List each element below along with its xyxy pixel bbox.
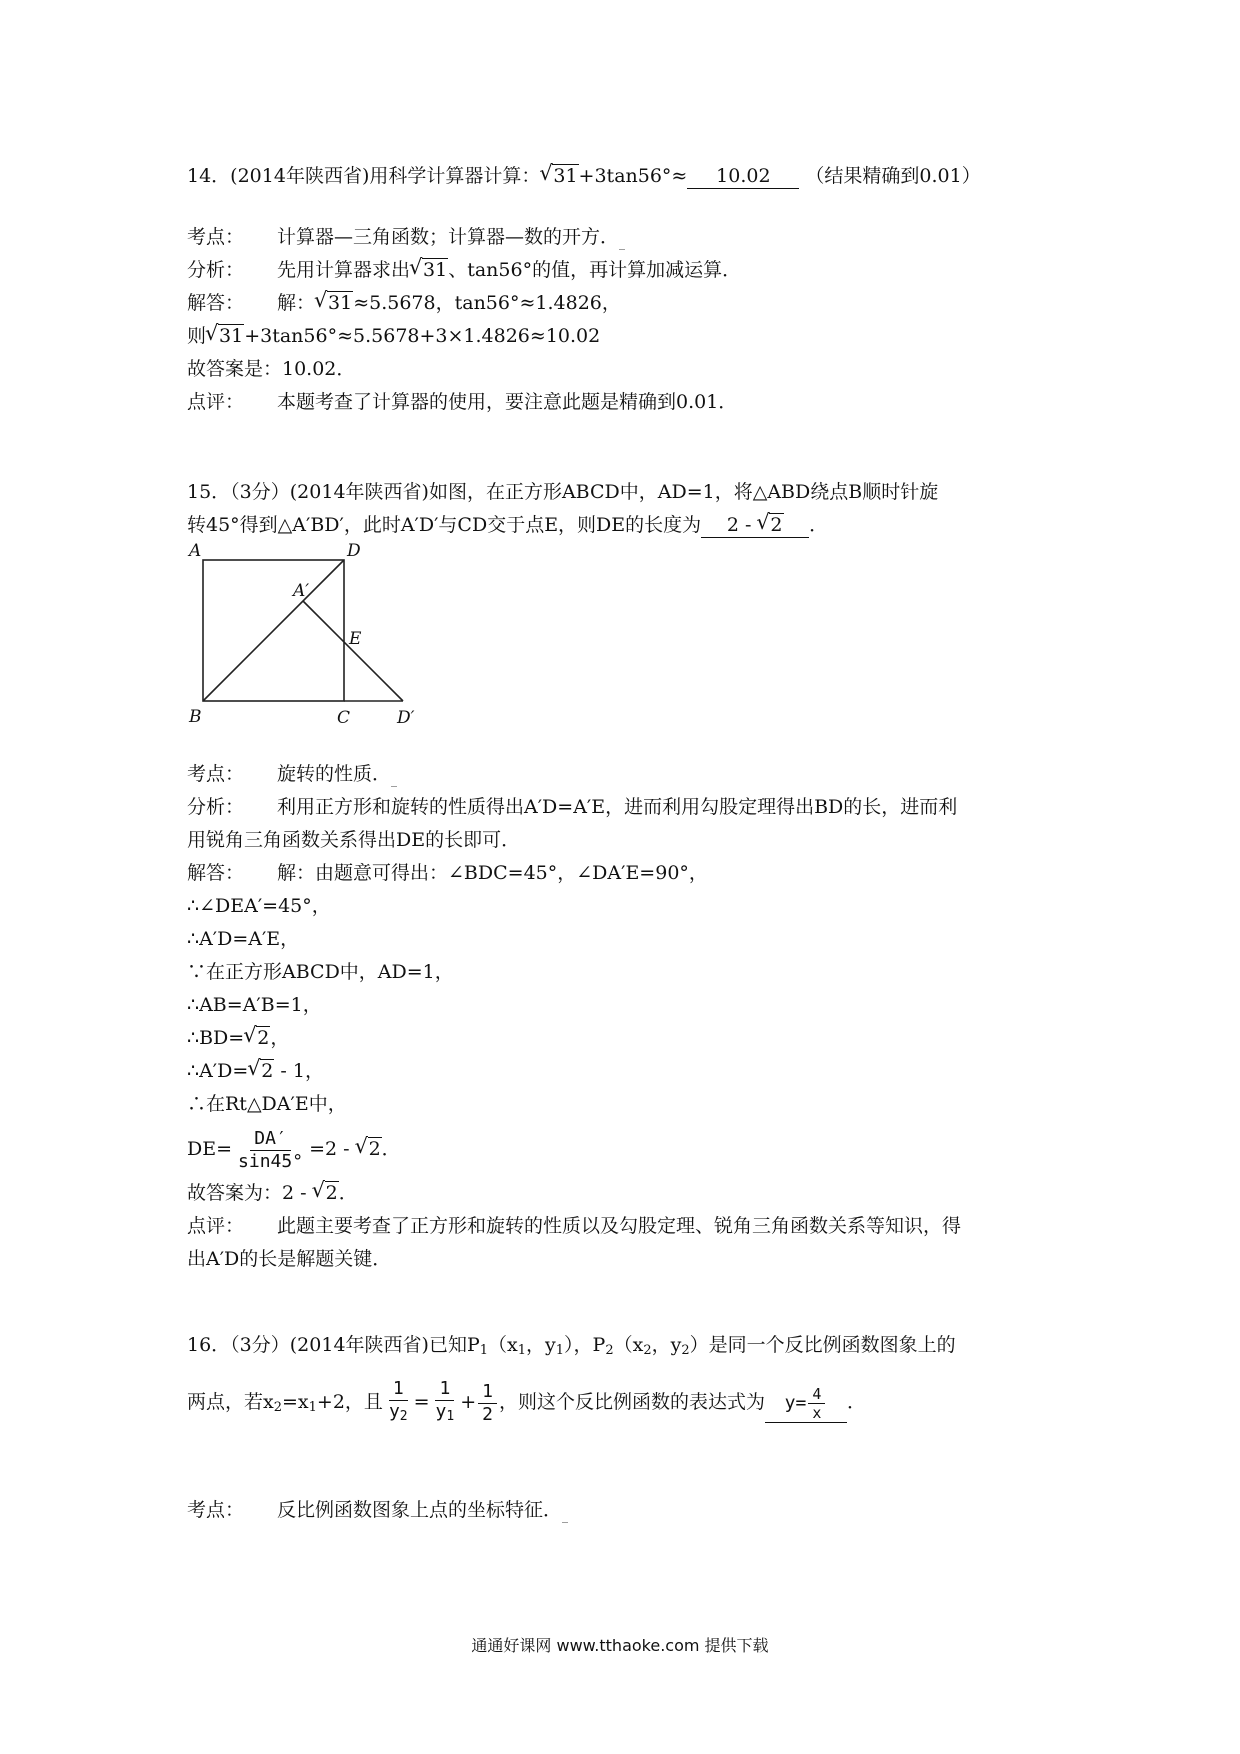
fraction-1-over-y2: $\frac{1}{y_2}$	[388, 1378, 408, 1424]
fraction-1-over-2: $\frac{1}{2}$	[478, 1381, 497, 1426]
fraction-4-over-x: $\frac{4}{x}$	[808, 1385, 825, 1422]
answer-blank: y= $\frac{4}{x}$	[765, 1385, 847, 1423]
answer-blank: 10.02	[687, 164, 799, 189]
q15-stem-line1: 15．（3分）(2014年陕西省)如图，在正方形ABCD中，AD=1，将△ABD绕点B顺时针旋	[187, 481, 939, 503]
q15-step-5: ∴BD=√ 2，	[187, 1022, 1067, 1055]
label-a: A	[189, 541, 202, 561]
rotation-figure	[187, 540, 447, 740]
q15-step-4: ∴AB=A′B=1，	[187, 994, 322, 1016]
q14-dianping: 点评： 本题考查了计算器的使用，要注意此题是精确到0.01．	[187, 391, 738, 413]
question-15	[187, 476, 1067, 542]
label-d: D	[347, 541, 361, 561]
label-b: B	[189, 707, 202, 727]
question-16	[187, 1329, 1067, 1438]
label-c: C	[337, 708, 351, 728]
q15-fenxi-2: 用锐角三角函数关系得出DE的长即可．	[187, 829, 521, 851]
q14-answer: 故答案是：10.02．	[187, 358, 356, 380]
label-a-prime: A′	[293, 581, 310, 601]
q16-stem-line1: 16．（3分）(2014年陕西省)已知$P_1(x_1$，$y_1$），$P_2(x_2$，$y_2$）是同一个反比例函数图象上的	[187, 1334, 956, 1358]
q15-fenxi-1: 分析： 利用正方形和旋转的性质得出A′D=A′E，进而利用勾股定理得出BD的长，进而利	[187, 796, 958, 818]
diagonal-bd	[203, 560, 344, 701]
q15-de-formula: DE= $\frac{DA'}{\sin 45^\circ}$ =2 - √ 2．	[187, 1121, 1067, 1177]
answer-blank: 2 - √ 2	[701, 513, 809, 538]
q14-calc: 则√ 31+3tan56°≈5.5678+3×1.4826≈10.02	[187, 320, 1067, 353]
q14-solution	[187, 221, 1067, 419]
page-footer: 通通好课网 www.tthaoke.com 提供下载	[471, 1636, 769, 1655]
q15-step-7: ∴在Rt△DA′E中，	[187, 1093, 347, 1115]
q16-solution	[187, 1494, 1067, 1527]
fraction-da-sin45: $\frac{DA'}{\sin 45^\circ}$	[238, 1127, 304, 1172]
q15-step-1: ∴∠DEA′=45°，	[187, 895, 331, 917]
q16-kaodian: 考点： 反比例函数图象上点的坐标特征．$_{\_}$	[187, 1499, 569, 1523]
fraction-1-over-y1: $\frac{1}{y_1}$	[435, 1378, 455, 1424]
q14-stem: 14．(2014年陕西省)用科学计算器计算：√ 31+3tan56°≈ 10.02 （结果精确到0.01）	[187, 160, 1067, 193]
q14-fenxi: 分析： 先用计算器求出√ 31、tan56°的值，再计算加减运算．	[187, 254, 1067, 287]
q15-jieda: 解答： 解：由题意可得出：∠BDC=45°，∠DA′E=90°，	[187, 862, 708, 884]
q15-stem-line2: 转45°得到△A′BD′，此时A′D′与CD交于点E，则DE的长度为 2 - √ 2 ．	[187, 509, 1067, 542]
q15-step-6: ∴A′D=√ 2 - 1，	[187, 1055, 1067, 1088]
q15-answer: 故答案为：2 - √ 2．	[187, 1177, 1067, 1210]
label-d-prime: D′	[397, 708, 415, 728]
segment-ap-dp	[303, 601, 403, 701]
q15-step-3: ∵在正方形ABCD中，AD=1，	[187, 961, 454, 983]
q15-kaodian: 考点： 旋转的性质．$_{\_}$	[187, 763, 398, 787]
q16-stem-line2: 两点，若$x_2=x_1+2$，且 $\frac{1}{y_2}$ = $\frac{1}{y_1}$ + $\frac{1}{2}$ ，则这个反比例函数的表达式为 y= $\frac{4}{x}$ ．	[187, 1366, 1067, 1438]
q15-solution	[187, 758, 1067, 1276]
question-14	[187, 160, 1067, 193]
label-e: E	[349, 629, 362, 649]
q15-dianping-2: 出A′D的长是解题关键．	[187, 1248, 392, 1270]
q14-jieda: 解答： 解：√ 31≈5.5678，tan56°≈1.4826，	[187, 287, 1067, 320]
sqrt-31: √ 31	[552, 164, 578, 187]
q15-dianping-1: 点评： 此题主要考查了正方形和旋转的性质以及勾股定理、锐角三角函数关系等知识，得	[187, 1215, 962, 1237]
q15-step-2: ∴A′D=A′E，	[187, 928, 300, 950]
q14-kaodian: 考点： 计算器—三角函数；计算器—数的开方．$_{\_}$	[187, 226, 626, 250]
